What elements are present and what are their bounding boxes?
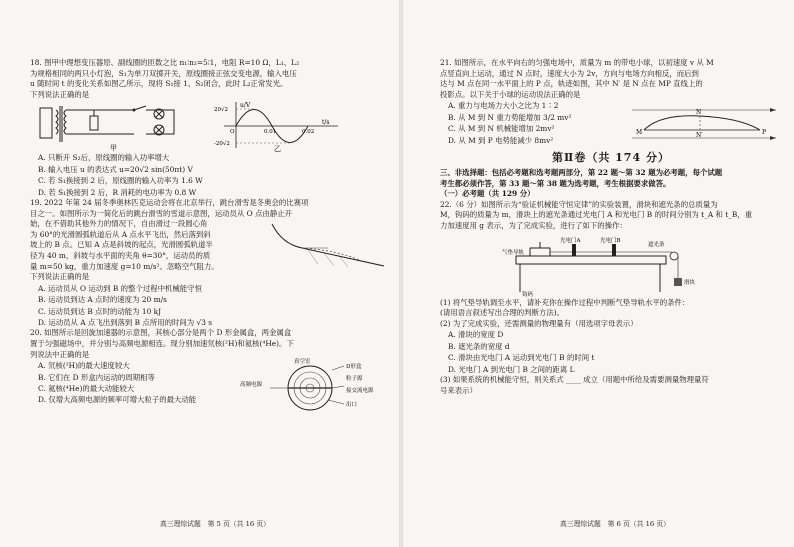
cyclotron-diagram bbox=[240, 356, 390, 414]
air-track-apparatus-diagram bbox=[500, 234, 710, 298]
q19-line: 下列说法正确的是 bbox=[30, 272, 90, 282]
q20-option-d: D. 仅增大高频电源的频率可增大粒子的最大动能 bbox=[38, 395, 197, 405]
q19-line: 坡上的 B 点。已知 A 点是斜坡的起点，光滑圆弧轨道半 bbox=[30, 240, 213, 250]
q22-line: M，钩码的质量为 m，滑块上的遮光条通过光电门 A 和光电门 B 的时间分别为 t_A 和 t_B，重 bbox=[440, 210, 753, 220]
q18-option-b: B. 输入电压 u 的表达式 u=20√2 sin(50πt) V bbox=[38, 164, 193, 174]
q22-sub-1-note: (请用语言叙述写出合理的判断方法)。 bbox=[440, 308, 565, 318]
q19-option-b: B. 运动员到达 A 点时的速度为 20 m/s bbox=[38, 295, 167, 305]
q18-line: 下列说法正确的是 bbox=[30, 89, 90, 99]
q22-line: 22.（6 分）如图所示为“验证机械能守恒定律”的实验装置，滑块和遮光条的总质量为 bbox=[440, 199, 718, 209]
q19-line: 目之一。如图所示为一简化后的跳台滑雪的雪道示意图，运动员从 O 点由静止开 bbox=[30, 208, 293, 218]
q22-line: 力加速度用 g 表示，为了完成实验，进行了如下的操作： bbox=[440, 220, 627, 230]
q21-line: 21. 如图所示，在水平向右的匀强电场中，质量为 m 的带电小球，以初速度 v 从 M bbox=[440, 58, 714, 67]
q20-option-b: B. 它们在 D 形盒内运动的周期相等 bbox=[38, 372, 155, 382]
voltage-time-graph bbox=[214, 100, 344, 152]
q19-option-d: D. 运动员从 A 点飞出到落到 B 点所用的时间为 √3 s bbox=[38, 317, 213, 327]
trajectory-label-nprime: N′ bbox=[696, 132, 703, 139]
cyclotron-label-top: 真空室 bbox=[294, 359, 311, 366]
q18-option-d: D. 若 S₁换接到 2 后，R 消耗的电功率为 0.8 W bbox=[38, 187, 197, 197]
q21-line: 达与 M 点在同一水平面上的 P 点，轨迹如图，其中 N′ 是 N 点在 MP 直线上的 bbox=[440, 79, 703, 89]
trajectory-label-n: N bbox=[696, 109, 702, 116]
trajectory-label-m: M bbox=[636, 129, 643, 136]
q20-option-c: C. 氦核(⁴He)的最大动能较大 bbox=[38, 383, 135, 393]
q22-sub-3-cont: 号来表示） bbox=[440, 385, 477, 395]
cyclotron-label-exit: 出口 bbox=[346, 402, 358, 409]
apparatus-label-slider: 遮光条 bbox=[648, 241, 665, 248]
q20-option-a: A. 氘核(²H)的最大速度较大 bbox=[38, 361, 130, 371]
q21-line: 投影点。以下关于小球的运动说法正确的是 bbox=[440, 89, 581, 99]
q21-option-a: A. 重力与电场力大小之比为 1∶2 bbox=[448, 101, 559, 111]
section-intro-line: 三、非选择题：包括必考题和选考题两部分，第 22 题～第 32 题为必考题，每个试题 bbox=[440, 168, 723, 177]
q22-option-c: C. 滑块由光电门 A 运动到光电门 B 的时间 t bbox=[448, 353, 595, 363]
q19-option-c: C. 运动员到达 B 点时的动能为 10 kJ bbox=[38, 306, 162, 316]
q21-option-d: D. 从 M 到 P 电势能减少 8mv² bbox=[448, 135, 554, 145]
question-18 bbox=[30, 58, 388, 198]
q19-line: 19. 2022 年第 24 届冬季奥林匹克运动会将在北京举行，跳台滑雪是冬奥会的比赛项 bbox=[30, 198, 309, 207]
q21-line: 点竖直向上运动，通过 N 点时，速度大小为 2v，方向与电场方向相反，而后到 bbox=[440, 68, 699, 78]
q21-option-c: C. 从 M 到 N 机械能增加 2mv² bbox=[448, 124, 555, 134]
q19-line: 始，在不借助其他外力的情况下，自由滑过一段圆心角 bbox=[30, 219, 208, 229]
apparatus-label-gate-a: 光电门A bbox=[560, 237, 581, 244]
q22-option-a: A. 滑块的宽度 D bbox=[448, 330, 504, 340]
q22-sub-1: (1) 将气垫导轨调至水平，请补充你在操作过程中判断气垫导轨水平的条件： bbox=[440, 297, 690, 307]
q19-line: 量 m=50 kg，重力加速度 g=10 m/s²。忽略空气阻力。 bbox=[30, 261, 219, 271]
q18-line: u 随时间 t 的变化关系如图乙所示，现将 S₁接 1、S₂闭合，此时 L₂正常发光。 bbox=[30, 79, 288, 89]
question-21 bbox=[440, 58, 782, 146]
q22-sub-2: (2) 为了完成实验，还需测量的物理量有（用选项字母表示） bbox=[440, 318, 638, 328]
graph-t-label: t/s bbox=[322, 119, 330, 127]
fig-label-yi: 乙 bbox=[274, 145, 281, 153]
apparatus-label-hook: 钩码 bbox=[522, 291, 534, 298]
q19-line: 径为 40 m，斜坡与水平面的夹角 θ=30°，运动员的质 bbox=[30, 250, 211, 260]
apparatus-label-gate-b: 光电门B bbox=[600, 237, 621, 244]
q18-option-a: A. 只断开 S₂后，原线圈的输入功率增大 bbox=[38, 153, 170, 163]
cyclotron-label-source: 粒子源 bbox=[346, 376, 363, 383]
q18-line: 18. 图甲中理想变压器原、副线圈的匝数之比 n₁∶n₂=5∶1，电阻 R=10 Ω，L₁、L₂ bbox=[30, 58, 300, 67]
q20-line: 列说法中正确的是 bbox=[30, 349, 90, 359]
q18-line: 为规格相同的两只小灯泡，S₁为单刀双掷开关，原线圈接正弦交变电源，输入电压 bbox=[30, 68, 297, 78]
transformer-circuit-diagram bbox=[34, 102, 196, 152]
ski-jump-diagram bbox=[268, 220, 388, 270]
graph-origin: O bbox=[230, 129, 235, 136]
cyclotron-label-dbox: D形盒 bbox=[346, 364, 362, 371]
trajectory-label-p: P bbox=[762, 129, 767, 136]
graph-t1: 0.01 bbox=[264, 129, 277, 136]
q19-option-a: A. 运动员从 O 运动到 B 的整个过程中机械能守恒 bbox=[38, 283, 202, 293]
fig-label-jia: 甲 bbox=[110, 144, 117, 153]
q20-line: 置于匀强磁场中，并分别与高频电源相连。现分别加速氘核(²H)和氦核(⁴He)。下 bbox=[30, 338, 294, 348]
q19-line: 为 60°的光滑圆弧轨道后从 A 点水平飞出，然后落到斜 bbox=[30, 229, 211, 239]
q21-option-b: B. 从 M 到 N 重力势能增加 3/2 mv² bbox=[448, 112, 572, 122]
electric-field-trajectory-diagram bbox=[630, 104, 780, 144]
q22-figure-area bbox=[440, 232, 782, 298]
graph-t2: 0.02 bbox=[302, 129, 315, 136]
right-page-footer: 高三理综试题 第 6 页（共 16 页） bbox=[560, 520, 670, 528]
question-20 bbox=[30, 328, 388, 409]
section-ii-title: 第Ⅱ卷（共 174 分） bbox=[552, 151, 670, 164]
cyclotron-label-ac: 接交流电源 bbox=[346, 388, 374, 395]
page-fold bbox=[399, 0, 403, 547]
graph-ymin: -20√2 bbox=[214, 141, 230, 148]
apparatus-label-track: 气垫导轨 bbox=[502, 249, 525, 256]
graph-u-label: u/V bbox=[240, 102, 251, 110]
question-22 bbox=[440, 200, 782, 396]
required-questions-header: （一）必考题（共 129 分） bbox=[440, 189, 535, 199]
section-intro-line: 考生都必须作答，第 33 题～第 38 题为选考题，考生根据要求做答。 bbox=[440, 178, 671, 188]
q22-sub-3: (3) 如果系统的机械能守恒，则关系式 ____ 成立（用题中所给及需要测量物理量符 bbox=[440, 374, 709, 384]
apparatus-label-block: 滑块 bbox=[684, 279, 696, 286]
q18-figures bbox=[30, 100, 388, 152]
left-page-footer: 高三理综试题 第 5 页（共 16 页） bbox=[160, 520, 270, 528]
right-page bbox=[404, 0, 794, 547]
cyclotron-label-left: 高频电源 bbox=[240, 382, 263, 389]
question-19 bbox=[30, 198, 388, 328]
q20-line: 20. 如图所示是回旋加速器的示意图，其核心部分是两个 D 形金属盒，两金属盒 bbox=[30, 328, 292, 338]
q22-option-b: B. 遮光条的宽度 d bbox=[448, 341, 510, 351]
q22-option-d: D. 光电门 A 到光电门 B 之间的距离 L bbox=[448, 364, 575, 374]
q18-option-c: C. 若 S₁换接到 2 后，原线圈的输入功率为 1.6 W bbox=[38, 176, 203, 186]
graph-ymax: 20√2 bbox=[214, 107, 229, 114]
